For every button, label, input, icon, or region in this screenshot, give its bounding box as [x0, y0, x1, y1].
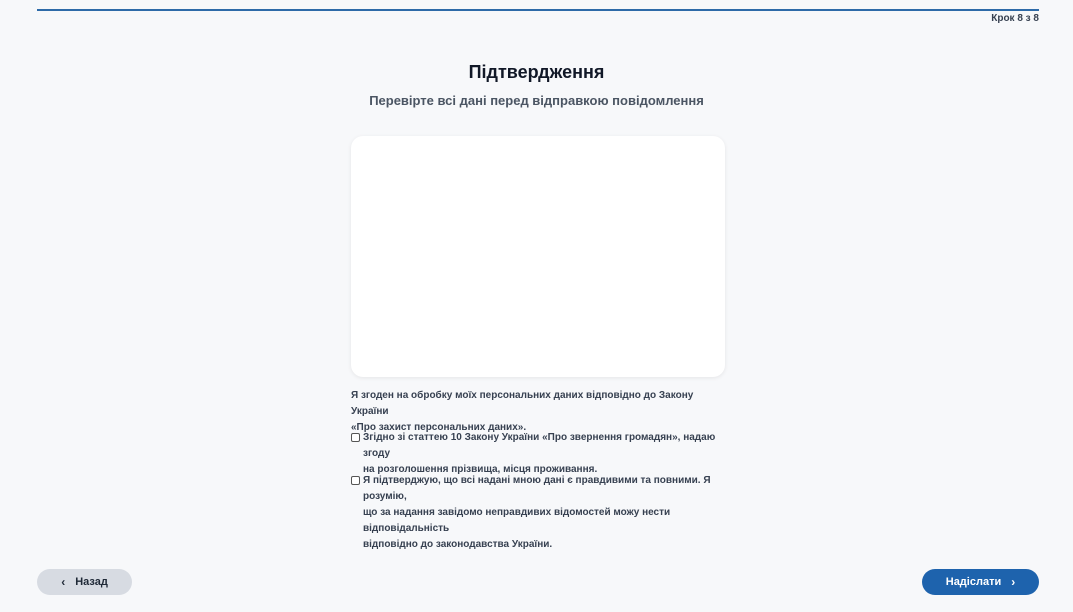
- label-line: Я підтверджую, що всі надані мною дані є правдивими та повними. Я розумію,: [363, 475, 711, 502]
- disclosure-consent-checkbox[interactable]: [351, 433, 360, 442]
- chevron-left-icon: ‹: [61, 575, 66, 589]
- summary-card: [351, 136, 725, 377]
- label-line: що за надання завідомо неправдивих відомостей можу нести відповідальність: [363, 507, 671, 534]
- disclosure-consent-label: [363, 430, 731, 478]
- submit-button[interactable]: [922, 569, 1039, 595]
- truthfulness-confirmation-label: [363, 473, 731, 553]
- personal-data-notice: [351, 388, 731, 436]
- progress-bar: [37, 9, 1039, 11]
- step-counter: Крок 8 з 8: [991, 13, 1039, 24]
- submit-button-label: Надіслати: [945, 576, 1002, 588]
- page-title: Підтвердження: [468, 62, 605, 82]
- back-button[interactable]: [37, 569, 132, 595]
- progress-bar-fill: [37, 9, 1039, 11]
- notice-line: Я згоден на обробку моїх персональних даних відповідно до Закону України: [351, 390, 694, 417]
- truthfulness-confirmation-checkbox[interactable]: [351, 476, 360, 485]
- page-subtitle: Перевірте всі дані перед відправкою повідомлення: [369, 93, 704, 108]
- label-line: на розголошення прізвища, місця проживання.: [363, 464, 598, 475]
- label-line: відповідно до законодавства України.: [363, 539, 553, 550]
- truthfulness-confirmation-row[interactable]: [351, 473, 731, 553]
- disclosure-consent-row[interactable]: [351, 430, 731, 478]
- chevron-right-icon: ›: [1011, 575, 1016, 589]
- notice-line: «Про захист персональних даних».: [351, 422, 527, 433]
- label-line: Згідно зі статтею 10 Закону України «Про звернення громадян», надаю згоду: [363, 432, 716, 459]
- back-button-label: Назад: [75, 576, 108, 588]
